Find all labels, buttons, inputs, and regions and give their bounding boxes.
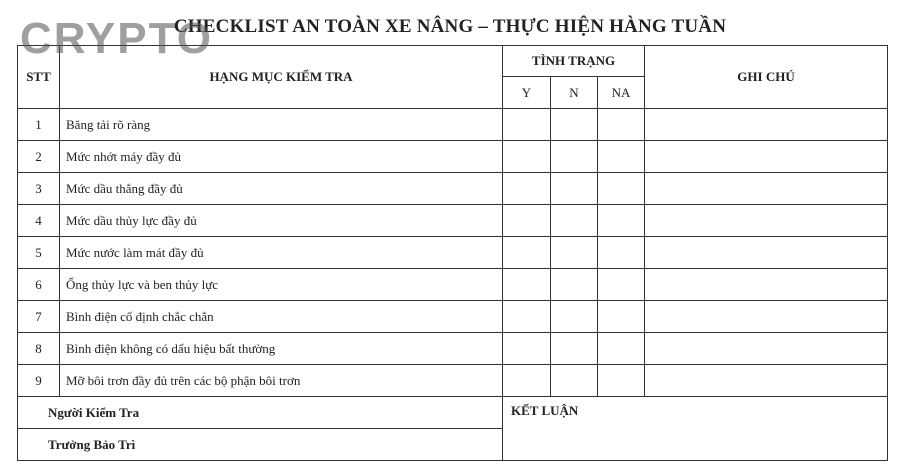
table-row <box>18 141 888 173</box>
check-cell-na[interactable] <box>598 173 645 205</box>
row-item-text: Mỡ bôi trơn đầy đủ trên các bộ phận bôi trơn <box>60 365 503 397</box>
document-title: CHECKLIST AN TOÀN XE NÂNG – THỰC HIỆN HÀNG TUẦN <box>173 16 727 37</box>
note-cell[interactable] <box>645 301 888 333</box>
header-status-n: N <box>551 77 598 109</box>
note-cell[interactable] <box>645 237 888 269</box>
table-row <box>18 173 888 205</box>
header-status-na: NA <box>598 77 645 109</box>
conclusion-box[interactable]: KẾT LUẬN <box>503 397 888 461</box>
check-cell-na[interactable] <box>598 269 645 301</box>
row-item-text: Mức dầu thủy lực đầy đủ <box>60 205 503 237</box>
check-cell-na[interactable] <box>598 109 645 141</box>
check-cell-na[interactable] <box>598 237 645 269</box>
note-cell[interactable] <box>645 333 888 365</box>
maintenance-head-label: Trưởng Bảo Trì <box>18 429 503 461</box>
checklist-table <box>17 45 888 461</box>
check-cell-y[interactable] <box>503 109 551 141</box>
watermark-logo: CRYPTO <box>20 14 213 63</box>
table-row <box>18 333 888 365</box>
check-cell-n[interactable] <box>551 141 598 173</box>
inspector-label: Người Kiểm Tra <box>18 397 503 429</box>
header-status: TÌNH TRẠNG <box>503 46 645 77</box>
note-cell[interactable] <box>645 141 888 173</box>
note-cell[interactable] <box>645 365 888 397</box>
table-row <box>18 269 888 301</box>
header-note: GHI CHÚ <box>645 46 888 109</box>
note-cell[interactable] <box>645 205 888 237</box>
row-number: 4 <box>18 205 60 237</box>
check-cell-y[interactable] <box>503 173 551 205</box>
table-row <box>18 109 888 141</box>
table-row <box>18 301 888 333</box>
note-cell[interactable] <box>645 269 888 301</box>
row-item-text: Bình điện cố định chắc chắn <box>60 301 503 333</box>
row-number: 7 <box>18 301 60 333</box>
table-row <box>18 205 888 237</box>
check-cell-n[interactable] <box>551 365 598 397</box>
check-cell-y[interactable] <box>503 333 551 365</box>
row-item-text: Ống thủy lực và ben thủy lực <box>60 269 503 301</box>
note-cell[interactable] <box>645 109 888 141</box>
row-number: 5 <box>18 237 60 269</box>
row-number: 9 <box>18 365 60 397</box>
check-cell-na[interactable] <box>598 141 645 173</box>
check-cell-na[interactable] <box>598 205 645 237</box>
row-item-text: Mức nước làm mát đầy đủ <box>60 237 503 269</box>
row-number: 2 <box>18 141 60 173</box>
table-row <box>18 365 888 397</box>
header-stt: STT <box>18 46 60 109</box>
check-cell-y[interactable] <box>503 365 551 397</box>
table-row <box>18 237 888 269</box>
check-cell-y[interactable] <box>503 237 551 269</box>
check-cell-n[interactable] <box>551 173 598 205</box>
row-number: 8 <box>18 333 60 365</box>
check-cell-n[interactable] <box>551 205 598 237</box>
row-item-text: Mức nhớt máy đầy đủ <box>60 141 503 173</box>
check-cell-y[interactable] <box>503 205 551 237</box>
row-number: 6 <box>18 269 60 301</box>
header-status-y: Y <box>503 77 551 109</box>
check-cell-na[interactable] <box>598 301 645 333</box>
row-number: 3 <box>18 173 60 205</box>
check-cell-na[interactable] <box>598 333 645 365</box>
row-item-text: Mức dầu thắng đầy đủ <box>60 173 503 205</box>
check-cell-n[interactable] <box>551 301 598 333</box>
check-cell-n[interactable] <box>551 237 598 269</box>
check-cell-na[interactable] <box>598 365 645 397</box>
check-cell-y[interactable] <box>503 301 551 333</box>
header-item: HẠNG MỤC KIỂM TRA <box>60 46 503 109</box>
row-item-text: Bình điện không có dấu hiệu bất thường <box>60 333 503 365</box>
check-cell-y[interactable] <box>503 269 551 301</box>
check-cell-n[interactable] <box>551 269 598 301</box>
check-cell-y[interactable] <box>503 141 551 173</box>
check-cell-n[interactable] <box>551 109 598 141</box>
footer-row-inspector <box>18 397 888 429</box>
row-item-text: Băng tải rõ ràng <box>60 109 503 141</box>
check-cell-n[interactable] <box>551 333 598 365</box>
note-cell[interactable] <box>645 173 888 205</box>
row-number: 1 <box>18 109 60 141</box>
